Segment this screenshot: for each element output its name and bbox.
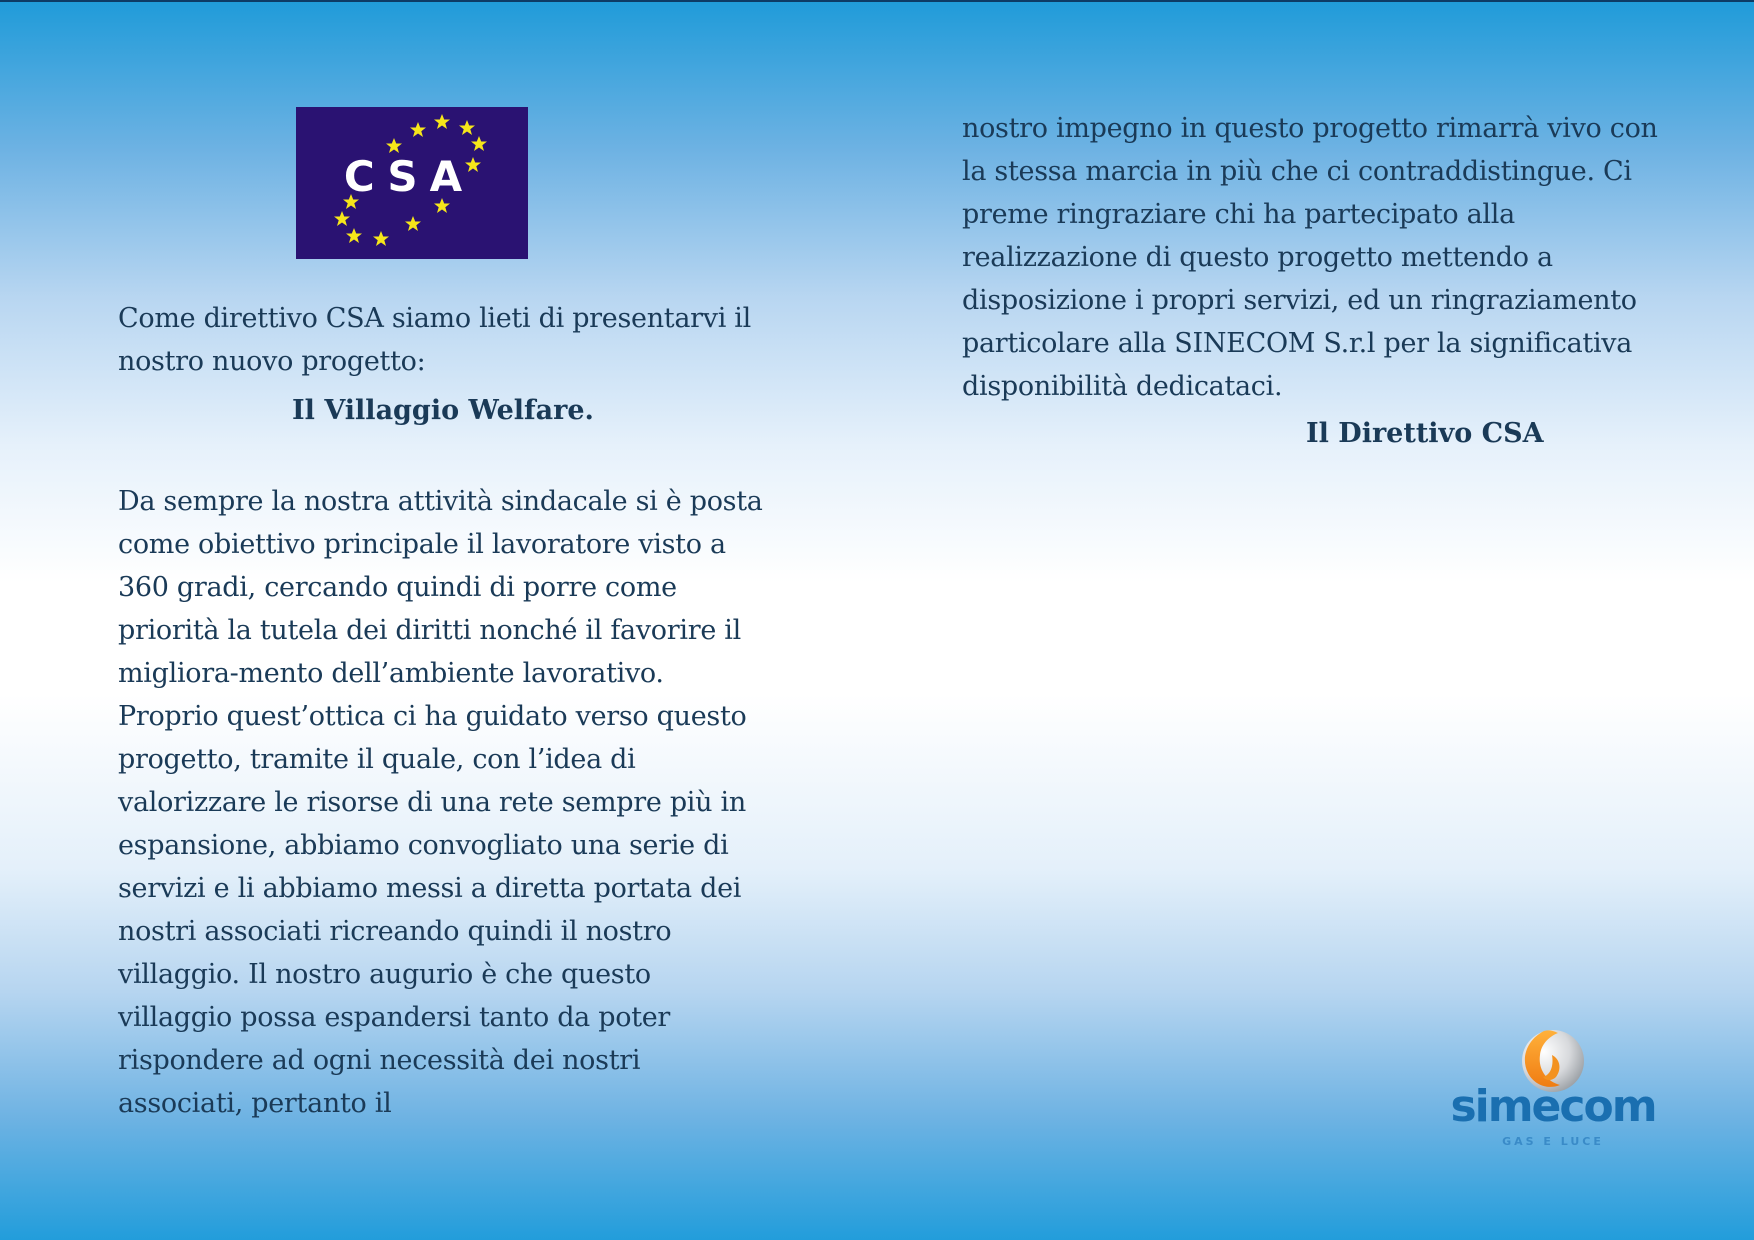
- body-paragraph-1: Da sempre la nostra attività sindacale si è posta come obiettivo principale il lavoratore visto a 360 gradi, cercando quindi di porre come priorità la tutela dei diritti nonché il favorire il migliora-mento dell’ambiente lavorativo.: [118, 486, 763, 689]
- project-title: Il Villaggio Welfare.: [292, 395, 594, 426]
- body-paragraph-3: nostro impegno in questo progetto rimarrà vivo con la stessa marcia in più che ci contraddistingue. Ci preme ringraziare chi ha partecipato alla realizzazione di questo progetto mettendo a disposizione i propri servizi, ed un ringraziamento particolare alla SINECOM S.r.l per la significativa disponibilità dedicataci.: [962, 113, 1658, 402]
- top-border: [0, 0, 1754, 2]
- csa-logo-text: CSA: [343, 152, 475, 201]
- right-column: [962, 107, 1682, 454]
- signature: Il Direttivo CSA: [1306, 418, 1544, 449]
- csa-logo: [296, 107, 528, 259]
- left-column: [118, 297, 768, 1125]
- simecom-logo-tagline: GAS E LUCE: [1502, 1135, 1604, 1148]
- body-paragraph-2: Proprio quest’ottica ci ha guidato verso questo progetto, tramite il quale, con l’idea di valorizzare le risorse di una rete sempre più in espansione, abbiamo convogliato una serie di servizi e li abbiamo messi a diretta portata dei nostri associati ricreando quindi il nostro villaggio. Il nostro augurio è che questo villaggio possa espandersi tanto da poter rispondere ad ogni necessità dei nostri associati, pertanto il: [118, 701, 747, 1119]
- simecom-logo-name: simecom: [1450, 1081, 1656, 1132]
- intro-text: Come direttivo CSA siamo lieti di presentarvi il nostro nuovo progetto:: [118, 303, 751, 377]
